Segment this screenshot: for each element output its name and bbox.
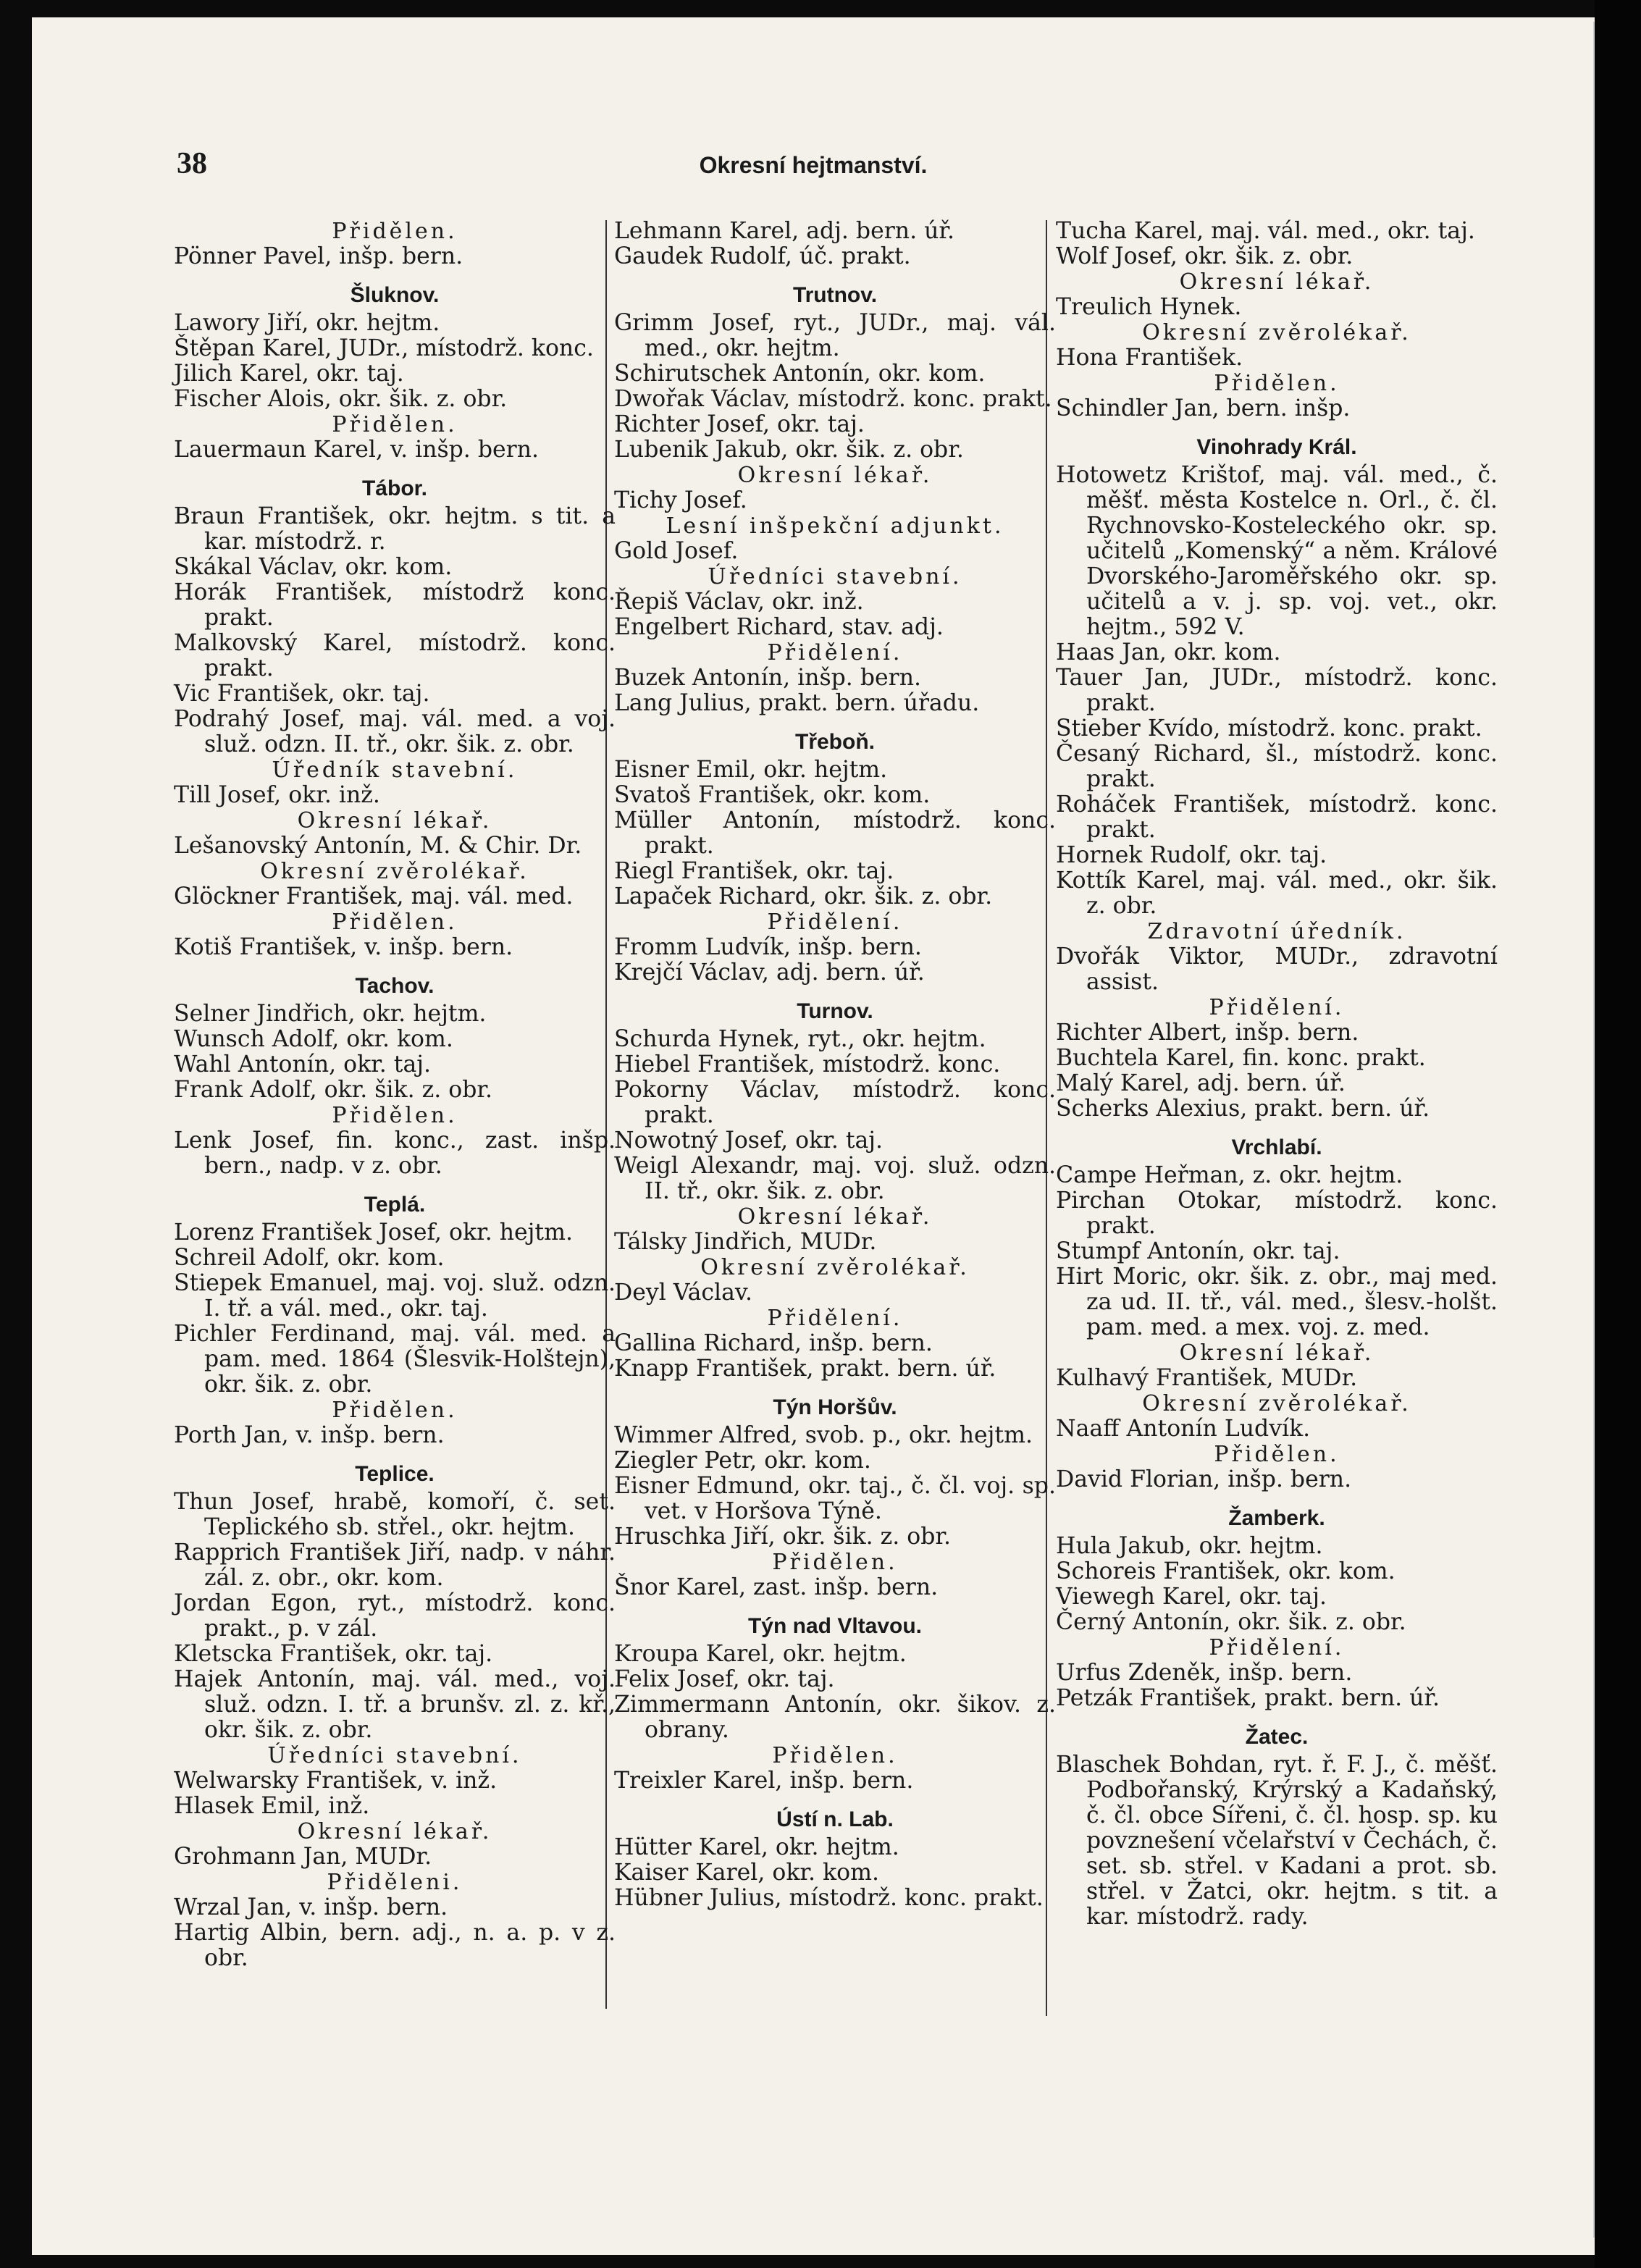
section-subheading: Okresní zvěrolékař. (260, 859, 529, 884)
official-entry: Fischer Alois, okr. šik. z. obr. (174, 386, 508, 412)
section-subheading: Okresní zvěrolékař. (700, 1255, 970, 1280)
scan-border (1595, 0, 1641, 2268)
official-entry: Lenk Josef, fin. konc., zast. inšp. bern., nadp. v z. obr. (174, 1127, 616, 1179)
section-subheading: Okresní lékař. (297, 808, 492, 833)
district-heading: Ústí n. Lab. (776, 1807, 894, 1831)
official-entry: Welwarsky František, v. inž. (174, 1768, 498, 1794)
section-subheading: Okresní lékař. (1179, 1340, 1375, 1366)
official-entry: Malý Karel, adj. bern. úř. (1056, 1070, 1346, 1096)
official-entry: Schreil Adolf, okr. kom. (174, 1245, 445, 1271)
section-subheading: Přidělen. (332, 1103, 458, 1128)
section-subheading: Okresní zvěrolékař. (1142, 320, 1411, 345)
official-entry: Knapp František, prakt. bern. úř. (614, 1356, 996, 1382)
official-entry: Dwořak Václav, místodrž. konc. prakt. (614, 386, 1052, 412)
official-entry: Grohmann Jan, MUDr. (174, 1844, 432, 1870)
official-entry: Wimmer Alfred, svob. p., okr. hejtm. (614, 1422, 1033, 1448)
official-entry: Řepiš Václav, okr. inž. (614, 589, 864, 615)
official-entry: Blaschek Bohdan, ryt. ř. F. J., č. měšť. Podbořanský, Krýrský a Kadaňský, č. čl. obce Sířeni, č. čl. hosp. sp. ku povznešení včelařství v Čechách, č. set. sb. střel. v Kadani a prot. sb. střel. v Žatci, okr. hejtm. s tit. a kar. místodrž. rady. (1056, 1752, 1498, 1930)
official-entry: Hajek Antonín, maj. vál. med., voj. služ. odzn. I. tř. a brunšv. zl. z. kř., okr. šik. z. obr. (174, 1666, 616, 1743)
official-entry: Haas Jan, okr. kom. (1056, 639, 1281, 665)
official-entry: Kotiš František, v. inšp. bern. (174, 934, 513, 960)
official-entry: Glöckner František, maj. vál. med. (174, 883, 574, 910)
official-entry: Thun Josef, hrabě, komoří, č. set. Teplického sb. střel., okr. hejtm. (174, 1489, 616, 1540)
official-entry: Lawory Jiří, okr. hejtm. (174, 310, 440, 336)
official-entry: Šnor Karel, zast. inšp. bern. (614, 1574, 939, 1600)
official-entry: Vic František, okr. taj. (174, 681, 430, 707)
official-entry: Tucha Karel, maj. vál. med., okr. taj. (1056, 218, 1475, 244)
official-entry: Skákal Václav, okr. kom. (174, 554, 453, 580)
district-heading: Šluknov. (350, 283, 440, 307)
official-entry: Hula Jakub, okr. hejtm. (1056, 1533, 1323, 1559)
official-entry: Lapaček Richard, okr. šik. z. obr. (614, 883, 993, 910)
official-entry: Lang Julius, prakt. bern. úřadu. (614, 690, 980, 716)
official-entry: Braun František, okr. hejtm. s tit. a kar. místodrž. r. (174, 503, 616, 555)
section-subheading: Lesní inšpekční adjunkt. (666, 513, 1004, 539)
section-subheading: Přidělení. (1209, 1635, 1345, 1660)
official-entry: Schoreis František, okr. kom. (1056, 1558, 1396, 1584)
official-entry: Horák František, místodrž konc. prakt. (174, 579, 616, 631)
district-heading: Tachov. (355, 974, 435, 998)
official-entry: Gaudek Rudolf, úč. prakt. (614, 243, 911, 269)
official-entry: Zimmermann Antonín, okr. šikov. z. obrany. (614, 1692, 1056, 1743)
section-subheading: Přidělen. (332, 1398, 458, 1423)
official-entry: Hübner Julius, místodrž. konc. prakt. (614, 1885, 1044, 1911)
official-entry: Till Josef, okr. inž. (174, 782, 380, 808)
official-entry: Hornek Rudolf, okr. taj. (1056, 842, 1327, 868)
official-entry: Stieber Kvído, místodrž. konc. prakt. (1056, 715, 1482, 742)
official-entry: Selner Jindřich, okr. hejtm. (174, 1001, 487, 1027)
official-entry: Nowotný Josef, okr. taj. (614, 1127, 884, 1154)
official-entry: Stumpf Antonín, okr. taj. (1056, 1238, 1340, 1264)
official-entry: Podrahý Josef, maj. vál. med. a voj. služ. odzn. II. tř., okr. šik. z. obr. (174, 706, 616, 757)
official-entry: Wrzal Jan, v. inšp. bern. (174, 1894, 448, 1920)
column-3 (1056, 219, 1498, 1930)
district-heading: Týn Horšův. (773, 1395, 897, 1419)
section-subheading: Okresní lékař. (737, 463, 933, 488)
column-2 (614, 219, 1056, 1911)
official-entry: Lešanovský Antonín, M. & Chir. Dr. (174, 833, 582, 859)
official-entry: Frank Adolf, okr. šik. z. obr. (174, 1077, 492, 1103)
official-entry: Hiebel František, místodrž. konc. (614, 1051, 1001, 1078)
official-entry: Tálsky Jindřich, MUDr. (614, 1229, 877, 1255)
official-entry: Jordan Egon, ryt., místodrž. konc. prakt., p. v zál. (174, 1590, 616, 1642)
official-entry: Stiepek Emanuel, maj. voj. služ. odzn. I. tř. a vál. med., okr. taj. (174, 1270, 616, 1322)
official-entry: Roháček František, místodrž. konc. prakt. (1056, 791, 1498, 843)
district-heading: Turnov. (797, 999, 873, 1023)
official-entry: Viewegh Karel, okr. taj. (1056, 1584, 1327, 1610)
section-subheading: Přidělen. (772, 1743, 898, 1768)
official-entry: Müller Antonín, místodrž. konc. prakt. (614, 807, 1056, 859)
official-entry: Deyl Václav. (614, 1280, 752, 1306)
section-subheading: Úředník stavební. (272, 757, 518, 783)
official-entry: Lubenik Jakub, okr. šik. z. obr. (614, 437, 964, 463)
section-subheading: Okresní lékař. (1179, 269, 1375, 295)
official-entry: Gold Josef. (614, 538, 739, 564)
official-entry: Černý Antonín, okr. šik. z. obr. (1056, 1609, 1406, 1635)
official-entry: Kottík Karel, maj. vál. med., okr. šik. z. obr. (1056, 868, 1498, 919)
page-number: 38 (177, 147, 207, 180)
official-entry: Lauermaun Karel, v. inšp. bern. (174, 437, 539, 463)
official-entry: Lorenz František Josef, okr. hejtm. (174, 1219, 573, 1246)
official-entry: Tauer Jan, JUDr., místodrž. konc. prakt. (1056, 665, 1498, 716)
official-entry: Hütter Karel, okr. hejtm. (614, 1834, 899, 1860)
section-subheading: Okresní zvěrolékař. (1142, 1391, 1411, 1416)
official-entry: Česaný Richard, šl., místodrž. konc. prakt. (1056, 741, 1498, 792)
column-1 (174, 219, 616, 1971)
official-entry: Kletscka František, okr. taj. (174, 1641, 493, 1667)
official-entry: Wunsch Adolf, okr. kom. (174, 1026, 453, 1052)
section-subheading: Úředníci stavební. (708, 564, 962, 589)
section-subheading: Přidělen. (1214, 371, 1340, 396)
section-subheading: Přidělen. (332, 910, 458, 935)
official-entry: Fromm Ludvík, inšp. bern. (614, 934, 922, 960)
official-entry: Malkovský Karel, místodrž. konc. prakt. (174, 630, 616, 681)
official-entry: Schurda Hynek, ryt., okr. hejtm. (614, 1026, 986, 1052)
official-entry: Krejčí Václav, adj. bern. úř. (614, 959, 925, 986)
book-page (32, 17, 1595, 2255)
district-heading: Vinohrady Král. (1196, 435, 1357, 459)
section-subheading: Přiděleni. (327, 1870, 463, 1895)
official-entry: Gallina Richard, inšp. bern. (614, 1330, 933, 1356)
official-entry: Dvořák Viktor, MUDr., zdravotní assist. (1056, 944, 1498, 995)
official-entry: Grimm Josef, ryt., JUDr., maj. vál. med., okr. hejtm. (614, 310, 1056, 361)
official-entry: Campe Heřman, z. okr. hejtm. (1056, 1162, 1403, 1188)
official-entry: Weigl Alexandr, maj. voj. služ. odzn. II. tř., okr. šik. z. obr. (614, 1153, 1056, 1204)
official-entry: Riegl František, okr. taj. (614, 858, 894, 884)
official-entry: Buchtela Karel, fin. konc. prakt. (1056, 1045, 1426, 1071)
district-heading: Tábor. (361, 476, 427, 500)
official-entry: Treixler Karel, inšp. bern. (614, 1768, 914, 1794)
official-entry: Tichy Josef. (614, 487, 747, 513)
official-entry: Svatoš František, okr. kom. (614, 782, 931, 808)
section-subheading: Zdravotní úředník. (1147, 919, 1406, 944)
section-subheading: Přidělení. (767, 910, 903, 935)
official-entry: Ziegler Petr, okr. kom. (614, 1448, 871, 1474)
official-entry: Wahl Antonín, okr. taj. (174, 1051, 432, 1078)
official-entry: Štěpan Karel, JUDr., místodrž. konc. (174, 335, 594, 361)
official-entry: Pirchan Otokar, místodrž. konc. prakt. (1056, 1188, 1498, 1239)
official-entry: Eisner Emil, okr. hejtm. (614, 757, 888, 783)
district-heading: Vrchlabí. (1231, 1135, 1322, 1159)
official-entry: Naaff Antonín Ludvík. (1056, 1416, 1311, 1442)
official-entry: Felix Josef, okr. taj. (614, 1666, 835, 1692)
official-entry: Porth Jan, v. inšp. bern. (174, 1422, 445, 1448)
district-heading: Žamberk. (1228, 1506, 1325, 1530)
section-subheading: Přidělen. (332, 412, 458, 437)
official-entry: Eisner Edmund, okr. taj., č. čl. voj. sp. vet. v Horšova Týně. (614, 1473, 1056, 1524)
official-entry: Schindler Jan, bern. inšp. (1056, 395, 1351, 421)
official-entry: Kulhavý František, MUDr. (1056, 1365, 1358, 1391)
official-entry: Hotowetz Krištof, maj. vál. med., č. měšť. města Kostelce n. Orl., č. čl. Rychnovsko-Kosteleckého okr. sp. učitelů „Komenský“ a něm. Králové Dvorského-Jaroměřského okr. sp. učitelů a v. j. sp. voj. vet., okr. hejtm., 592 V. (1056, 462, 1498, 640)
official-entry: Wolf Josef, okr. šik. z. obr. (1056, 243, 1353, 269)
section-subheading: Přidělen. (332, 219, 458, 244)
official-entry: Pichler Ferdinand, maj. vál. med. a pam. med. 1864 (Šlesvik-Holštejn), okr. šik. z. obr. (174, 1321, 616, 1398)
official-entry: Lehmann Karel, adj. bern. úř. (614, 218, 955, 244)
section-subheading: Přidělení. (767, 640, 903, 665)
official-entry: Hirt Moric, okr. šik. z. obr., maj med. za ud. II. tř., vál. med., šlesv.-holšt. pam. med. a mex. voj. z. med. (1056, 1264, 1498, 1340)
section-subheading: Úředníci stavební. (267, 1743, 522, 1768)
section-subheading: Okresní lékař. (737, 1204, 933, 1230)
district-heading: Týn nad Vltavou. (747, 1614, 923, 1638)
official-entry: Scherks Alexius, prakt. bern. úř. (1056, 1096, 1430, 1122)
official-entry: Richter Josef, okr. taj. (614, 411, 865, 437)
official-entry: Treulich Hynek. (1056, 294, 1242, 320)
official-entry: Urfus Zdeněk, inšp. bern. (1056, 1660, 1353, 1686)
official-entry: David Florian, inšp. bern. (1056, 1466, 1352, 1492)
section-subheading: Přidělen. (772, 1550, 898, 1575)
official-entry: Pokorny Václav, místodrž. konc. prakt. (614, 1077, 1056, 1128)
official-entry: Hruschka Jiří, okr. šik. z. obr. (614, 1524, 952, 1550)
official-entry: Hartig Albin, bern. adj., n. a. p. v z. obr. (174, 1920, 616, 1971)
district-heading: Teplice. (355, 1462, 435, 1486)
official-entry: Richter Albert, inšp. bern. (1056, 1020, 1359, 1046)
district-heading: Žatec. (1245, 1725, 1309, 1749)
district-heading: Třeboň. (795, 730, 875, 754)
section-subheading: Okresní lékař. (297, 1819, 492, 1844)
official-entry: Hona František. (1056, 345, 1243, 371)
official-entry: Buzek Antonín, inšp. bern. (614, 665, 921, 691)
official-entry: Kroupa Karel, okr. hejtm. (614, 1641, 907, 1667)
official-entry: Schirutschek Antonín, okr. kom. (614, 361, 986, 387)
district-heading: Trutnov. (792, 283, 878, 307)
official-entry: Jilich Karel, okr. taj. (174, 361, 404, 387)
official-entry: Petzák František, prakt. bern. úř. (1056, 1685, 1440, 1711)
running-title: Okresní hejtmanství. (699, 152, 928, 178)
district-heading: Teplá. (364, 1193, 426, 1217)
section-subheading: Přidělen. (1214, 1442, 1340, 1467)
official-entry: Rapprich František Jiří, nadp. v náhr. zál. z. obr., okr. kom. (174, 1540, 616, 1591)
official-entry: Pönner Pavel, inšp. bern. (174, 243, 463, 269)
official-entry: Kaiser Karel, okr. kom. (614, 1860, 879, 1886)
section-subheading: Přidělení. (1209, 995, 1345, 1020)
section-subheading: Přidělení. (767, 1306, 903, 1331)
official-entry: Hlasek Emil, inž. (174, 1793, 370, 1819)
official-entry: Engelbert Richard, stav. adj. (614, 614, 944, 640)
